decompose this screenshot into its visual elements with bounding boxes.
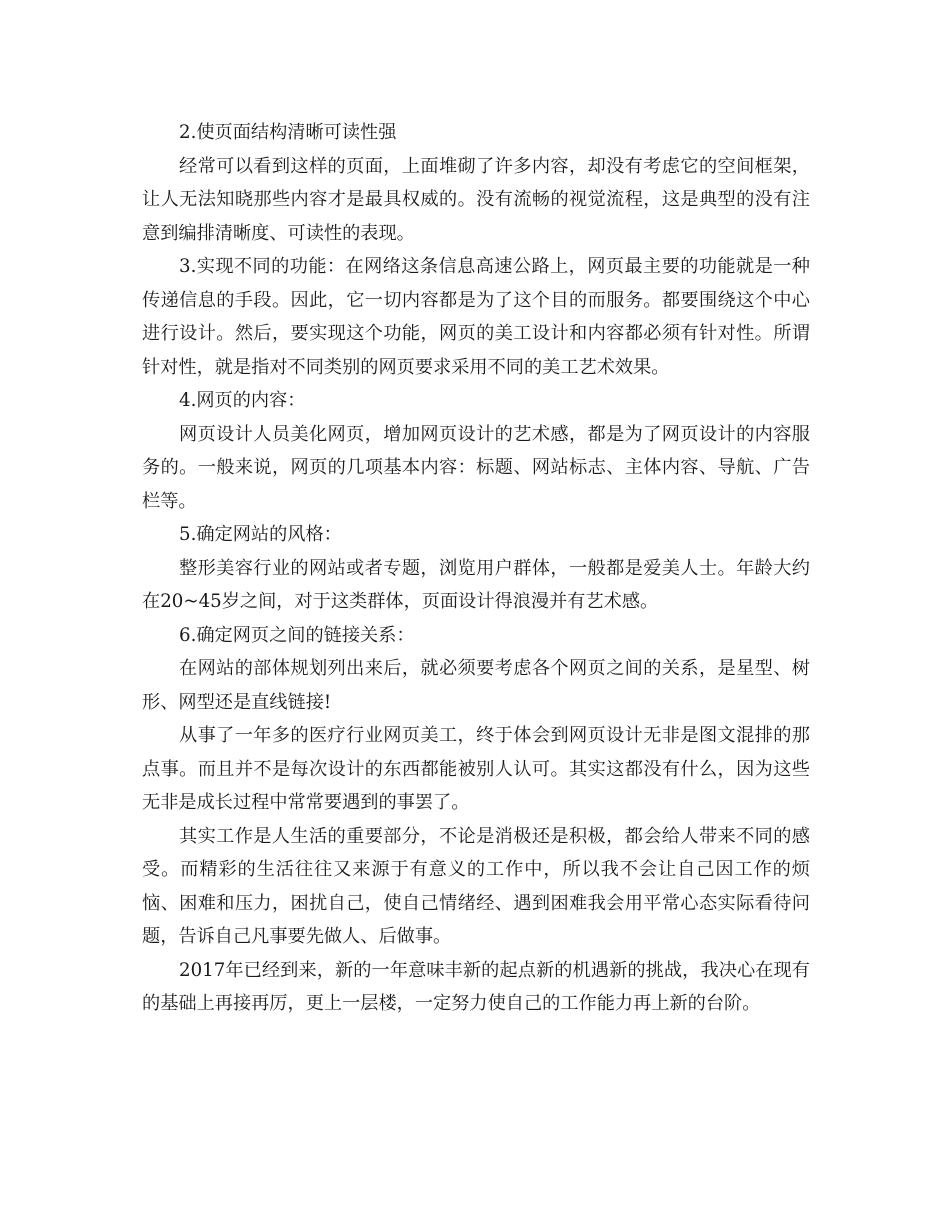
paragraph-link-structure: 在网站的部体规划列出来后，就必须要考虑各个网页之间的关系，是星型、树形、网型还是直线链接! [142, 658, 810, 713]
paragraph-experience: 从事了一年多的医疗行业网页美工，终于体会到网页设计无非是图文混排的那点事。而且并不是每次设计的东西都能被别人认可。其实这都没有什么，因为这些无非是成长过程中常常要遇到的事罢了。 [142, 725, 810, 813]
paragraph-site-style: 整形美容行业的网站或者专题，浏览用户群体，一般都是爱美人士。年龄大约在20~45岁之间，对于这类群体，页面设计得浪漫并有艺术感。 [142, 557, 810, 612]
paragraph-new-year-goals: 2017年已经到来，新的一年意味丰新的起点新的机遇新的挑战，我决心在现有的基础上再接再厉，更上一层楼，一定努力使自己的工作能力再上新的台阶。 [142, 959, 810, 1014]
paragraph-page-content: 网页设计人员美化网页，增加网页设计的艺术感，都是为了网页设计的内容服务的。一般来说，网页的几项基本内容：标题、网站标志、主体内容、导航、广告栏等。 [142, 423, 810, 512]
paragraph-functions: 3.实现不同的功能：在网络这条信息高速公路上，网页最主要的功能就是一种传递信息的手段。因此，它一切内容都是为了这个目的而服务。都要围绕这个中心进行设计。然后，要实现这个功能，网页的美工设计和内容都必须有针对性。所谓针对性，就是指对不同类别的网页要求采用不同的美工艺术效果。 [142, 256, 810, 378]
document-body [142, 116, 810, 1021]
section-heading-2: 2.使页面结构清晰可读性强 [179, 122, 397, 143]
paragraph-work-attitude: 其实工作是人生活的重要部分，不论是消极还是积极，都会给人带来不同的感受。而精彩的生活往往又来源于有意义的工作中，所以我不会让自己因工作的烦恼、困难和压力，困扰自己，使自己情绪经、遇到困难我会用平常心态实际看待问题，告诉自己凡事要先做人、后做事。 [142, 825, 810, 947]
section-heading-4: 4.网页的内容： [179, 390, 306, 411]
section-heading-5: 5.确定网站的风格： [179, 524, 342, 545]
paragraph-layout-clarity: 经常可以看到这样的页面，上面堆砌了许多内容，却没有考虑它的空间框架，让人无法知晓那些内容才是最具权威的。没有流畅的视觉流程，这是典型的没有注意到编排清晰度、可读性的表现。 [142, 155, 810, 244]
section-heading-6: 6.确定网页之间的链接关系： [179, 624, 415, 646]
